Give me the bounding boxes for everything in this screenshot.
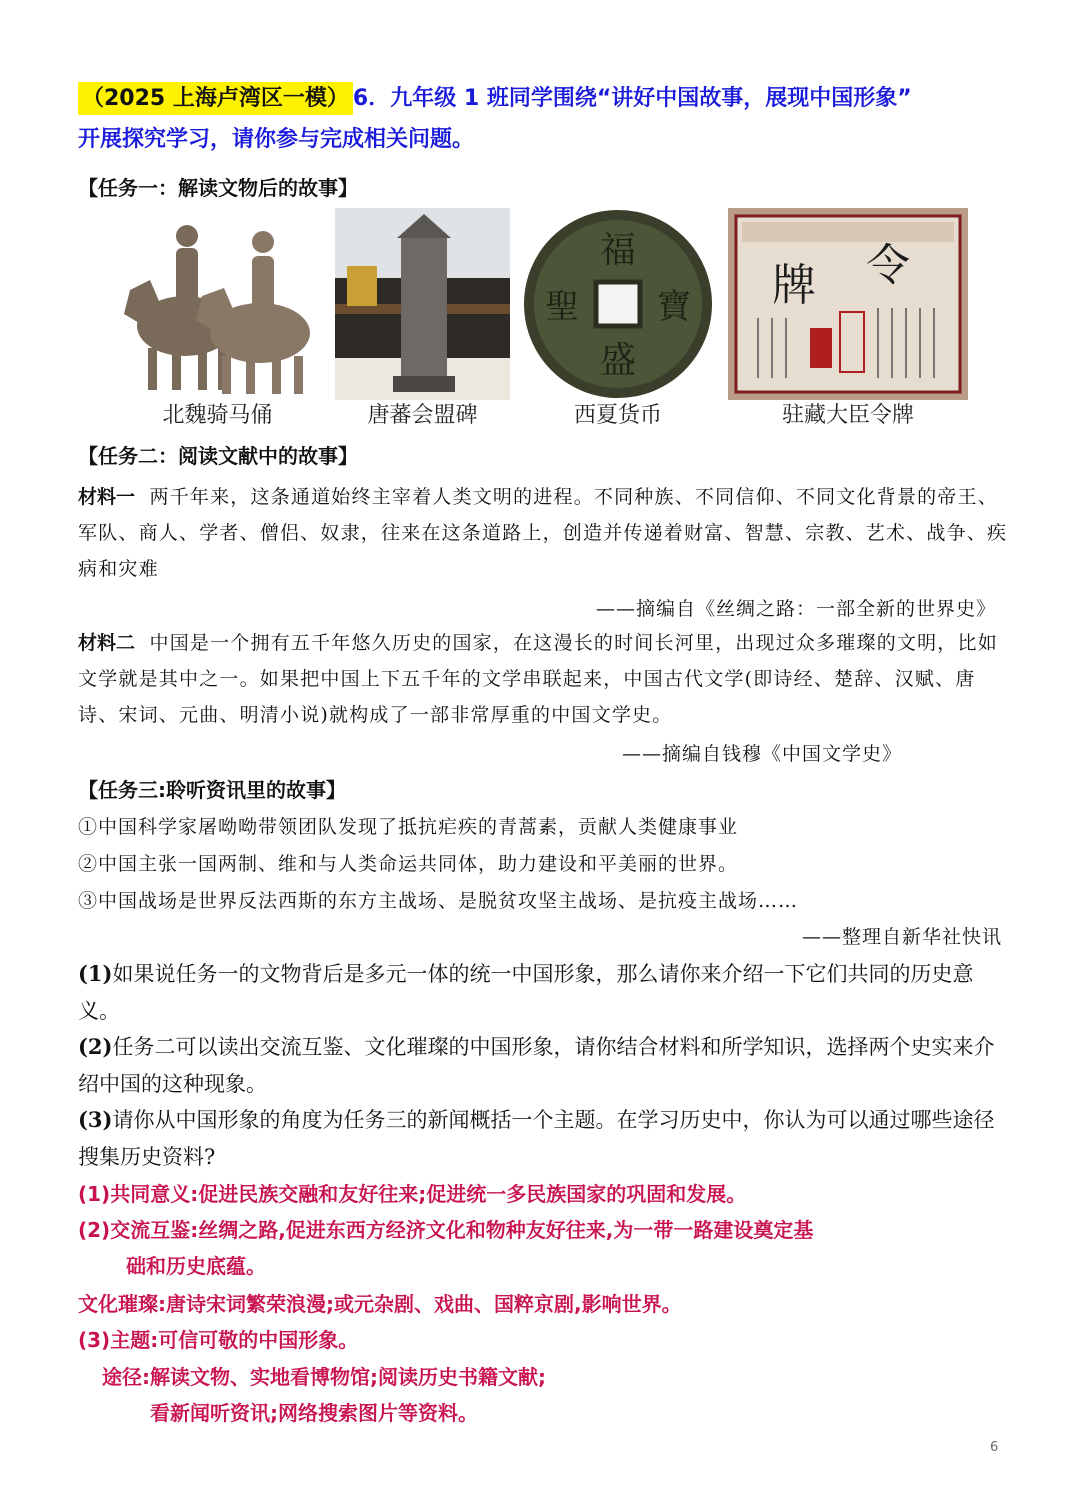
answer-2-line1: (2)交流互鉴:丝绸之路,促进东西方经济文化和物种友好往来,为一带一路建设奠定基 [78, 1218, 814, 1242]
official-order-tablet-icon [728, 208, 968, 400]
material-1 [78, 479, 1008, 587]
tablet-char-ling: 令 [866, 240, 910, 291]
news-citation: ——整理自新华社快讯 [801, 926, 1002, 948]
news-item-3: ③中国战场是世界反法西斯的东方主战场、是脱贫攻坚主战场、是抗疫主战场…… [78, 890, 799, 912]
question-3-text: 请你从中国形象的角度为任务三的新闻概括一个主题。在学习历史中，你认为可以通过哪些途径搜集历史资料? [78, 1108, 995, 1169]
question-stem-line1: 6．九年级 1 班同学围绕“讲好中国故事，展现中国形象” [352, 86, 912, 111]
question-2-number: (2) [78, 1034, 113, 1059]
question-1-text: 如果说任务一的文物背后是多元一体的统一中国形象，那么请你来介绍一下它们共同的历史意义。 [78, 962, 974, 1023]
question-2-text: 任务二可以读出交流互鉴、文化璀璨的中国形象，请你结合材料和所学知识，选择两个史实来介绍中国的这种现象。 [78, 1035, 995, 1096]
material-1-label: 材料一 [78, 486, 136, 508]
coin-char-right: 寶 [657, 287, 691, 327]
answer-1: (1)共同意义:促进民族交融和友好往来;促进统一多民族国家的巩固和发展。 [78, 1182, 747, 1206]
relic-horse-figurine [110, 208, 325, 430]
news-item-2: ②中国主张一国两制、维和与人类命运共同体，助力建设和平美丽的世界。 [78, 853, 739, 875]
relic-coin [518, 208, 718, 430]
task3-title: 【任务三:聆听资讯里的故事】 [78, 778, 346, 802]
stone-stele-icon [335, 208, 510, 400]
question-1 [78, 955, 1008, 1030]
material-2-text: 中国是一个拥有五千年悠久历史的国家，在这漫长的时间长河里，出现过众多璀璨的文明，比如文学就是其中之一。如果把中国上下五千年的文学串联起来，中国古代文学(即诗经、楚辞、汉赋、唐诗、宋词、元曲、明清小说)就构成了一部非常厚重的中国文学史。 [78, 632, 998, 726]
task1-title: 【任务一：解读文物后的故事】 [78, 176, 358, 200]
question-3 [78, 1101, 1008, 1176]
source-tag: （2025 上海卢湾区一模） [78, 82, 353, 115]
answer-3-theme: (3)主题:可信可敬的中国形象。 [78, 1328, 359, 1352]
material-2 [78, 625, 1008, 733]
task2-title: 【任务二：阅读文献中的故事】 [78, 444, 358, 468]
page-number: 6 [990, 1440, 999, 1455]
question-2 [78, 1028, 1008, 1103]
relic-tablet [728, 208, 968, 430]
coin-char-bottom: 盛 [599, 340, 637, 381]
square-hole-coin-icon [518, 208, 718, 400]
answer-3-route-2: 看新闻听资讯;网络搜索图片等资料。 [150, 1401, 478, 1425]
relic-caption: 唐蕃会盟碑 [367, 403, 478, 428]
news-item-1: ①中国科学家屠呦呦带领团队发现了抵抗疟疾的青蒿素，贡献人类健康事业 [78, 816, 739, 838]
relic-caption: 北魏骑马俑 [162, 403, 273, 428]
question-stem-line2: 开展探究学习，请你参与完成相关问题。 [78, 127, 475, 152]
coin-char-left: 聖 [545, 287, 579, 327]
material-2-citation: ——摘编自钱穆《中国文学史》 [622, 743, 903, 765]
relic-caption: 驻藏大臣令牌 [781, 403, 914, 428]
question-header [78, 74, 1038, 124]
question-3-number: (3) [78, 1107, 113, 1132]
tablet-char-pai: 牌 [772, 260, 816, 311]
material-1-citation: ——摘编自《丝绸之路：一部全新的世界史》 [595, 598, 996, 620]
relic-stele [335, 208, 510, 430]
coin-char-top: 福 [599, 230, 637, 271]
horse-rider-figurine-icon [110, 208, 325, 398]
answer-3-route-1: 途径:解读文物、实地看博物馆;阅读历史书籍文献; [102, 1365, 546, 1389]
answer-2-culture: 文化璀璨:唐诗宋词繁荣浪漫;或元杂剧、戏曲、国粹京剧,影响世界。 [78, 1292, 682, 1316]
material-1-text: 两千年来，这条通道始终主宰着人类文明的进程。不同种族、不同信仰、不同文化背景的帝王、军队、商人、学者、僧侣、奴隶，往来在这条道路上，创造并传递着财富、智慧、宗教、艺术、战争、疾病和灾难 [78, 486, 1008, 580]
answer-2-line2: 础和历史底蕴。 [126, 1254, 266, 1278]
question-1-number: (1) [78, 961, 113, 986]
material-2-label: 材料二 [78, 632, 136, 654]
relic-caption: 西夏货币 [573, 403, 662, 428]
